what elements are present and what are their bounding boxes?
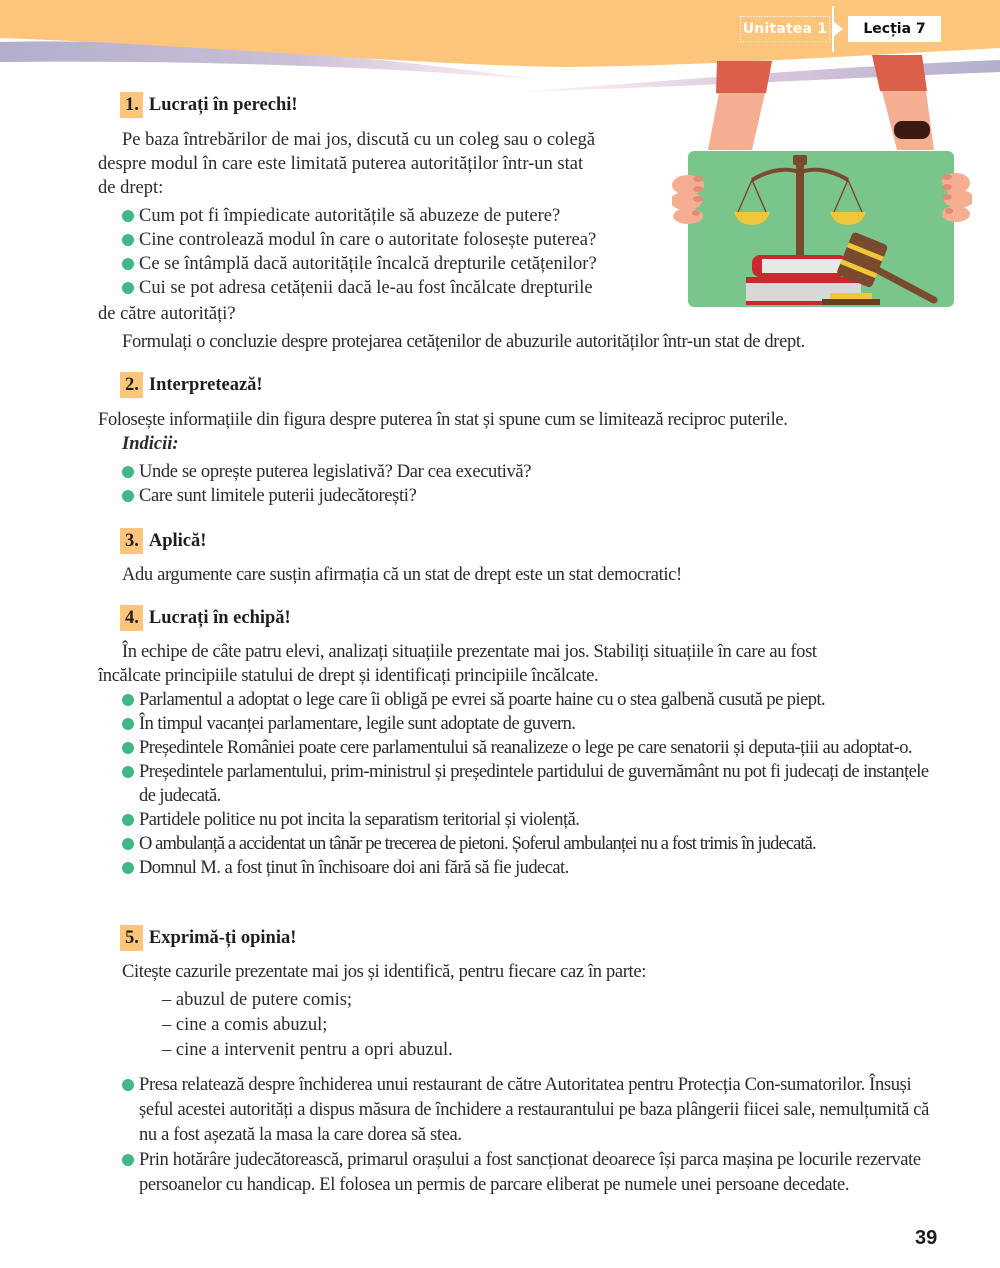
intro-line: încălcate principiile statului de drept și identificați principiile încălcate.: [98, 666, 599, 686]
exercise-1-bullets: [122, 204, 692, 300]
list-item: O ambulanță a accidentat un tânăr pe trecerea de pietoni. Șoferul ambulanței nu a fost trimis în judecată.: [122, 832, 944, 856]
bullet-dot-icon: [122, 862, 134, 874]
list-item: Unde se oprește puterea legislativă? Dar cea executivă?: [122, 460, 822, 484]
bullet-dot-icon: [122, 814, 134, 826]
hint-label: Indicii:: [122, 434, 179, 454]
list-item: Cum pot fi împiedicate autoritățile să abuzeze de putere?: [122, 204, 692, 228]
bullet-dot-icon: [122, 258, 134, 270]
exercise-1-conclusion: Formulați o concluzie despre protejarea cetățenilor de abuzurile autorităților într-un stat de drept.: [122, 332, 805, 352]
page-number: 39: [915, 1227, 938, 1249]
exercise-title: Exprimă-ți opinia!: [148, 928, 297, 948]
exercise-4-intro: [98, 640, 948, 688]
bullet-dot-icon: [122, 694, 134, 706]
exercise-number-badge: 4.: [120, 605, 143, 631]
exercise-1-heading: [120, 92, 298, 118]
bullet-dot-icon: [122, 210, 134, 222]
dash-item: – cine a comis abuzul;: [162, 1015, 328, 1035]
list-item: Parlamentul a adoptat o lege care îi obligă pe evrei să poarte haine cu o stea galbenă cusută pe piept.: [122, 688, 944, 712]
exercise-1-intro: [98, 128, 678, 200]
bullet-dot-icon: [122, 1079, 134, 1091]
breadcrumb-lesson[interactable]: Lecția 7: [848, 16, 941, 42]
right-sleeve: [872, 55, 927, 94]
intro-line: de drept:: [98, 178, 164, 198]
list-item: Domnul M. a fost ținut în închisoare doi ani fără să fie judecat.: [122, 856, 944, 880]
exercise-4-bullets: [122, 688, 944, 880]
intro-line: despre modul în care este limitată puterea autorităților într-un stat: [98, 154, 584, 174]
list-item: Ce se întâmplă dacă autoritățile încalcă drepturile cetățenilor?: [122, 252, 692, 276]
exercise-4-heading: [120, 605, 291, 631]
dash-item: – cine a intervenit pentru a opri abuzul.: [162, 1040, 453, 1060]
exercise-5-dash-list: [122, 988, 722, 1063]
list-item: Președintele României poate cere parlamentului să reanalizeze o lege pe care senatorii și deputa-țiii au adoptat-o.: [122, 736, 944, 760]
left-sleeve: [716, 61, 772, 96]
bracelet-icon: [894, 121, 930, 139]
list-item: Presa relatează despre închiderea unui restaurant de către Autoritatea pentru Protecția Con-sumatorilor. Însuși șeful acestei autorități a dispus măsura de închidere a restaurantului pe baza plângerii fiicei sale, nemulțumită că nu a fost așezată la masa la care dorea să stea.: [122, 1073, 932, 1148]
list-item: Prin hotărâre judecătorească, primarul orașului a fost sancționat deoarece își parca mașina pe locurile rezervate persoanelor cu handicap. El folosea un permis de parcare eliberat pe numele unei persoane decedate.: [122, 1148, 932, 1198]
breadcrumb-arrow-icon: [834, 22, 843, 36]
bullet-continuation: de către autorități?: [98, 304, 236, 324]
justice-sign-illustration: [672, 55, 972, 317]
intro-line: În echipe de câte patru elevi, analizați situațiile prezentate mai jos. Stabiliți situațiile în care au fost: [122, 642, 817, 662]
bullet-dot-icon: [122, 742, 134, 754]
exercise-5-intro: Citește cazurile prezentate mai jos și identifică, pentru fiecare caz în parte:: [122, 962, 646, 982]
list-item: Partidele politice nu pot incita la separatism teritorial și violență.: [122, 808, 944, 832]
exercise-2-heading: [120, 372, 263, 398]
exercise-number-badge: 1.: [120, 92, 143, 118]
exercise-title: Aplică!: [148, 531, 207, 551]
exercise-5-heading: [120, 925, 296, 951]
bullet-dot-icon: [122, 490, 134, 502]
exercise-3-heading: [120, 528, 206, 554]
intro-line: Pe baza întrebărilor de mai jos, discută cu un coleg sau o colegă: [122, 130, 596, 150]
exercise-title: Lucrați în echipă!: [148, 608, 291, 628]
list-item: În timpul vacanței parlamentare, legile sunt adoptate de guvern.: [122, 712, 944, 736]
exercise-5-bullets: [122, 1073, 932, 1198]
list-item: Cui se pot adresa cetățenii dacă le-au fost încălcate drepturile: [122, 276, 692, 300]
list-item: Care sunt limitele puterii judecătorești?: [122, 484, 822, 508]
list-item: Președintele parlamentului, prim-ministrul și președintele partidului de guvernământ nu pot fi judecați de instanțele de judecată.: [122, 760, 944, 808]
breadcrumb-unit[interactable]: Unitatea 1: [740, 16, 830, 42]
bullet-dot-icon: [122, 466, 134, 478]
exercise-2-bullets: [122, 460, 822, 508]
exercise-title: Lucrați în perechi!: [148, 95, 298, 115]
breadcrumb: [740, 15, 941, 43]
bullet-dot-icon: [122, 1154, 134, 1166]
exercise-3-intro: Adu argumente care susțin afirmația că un stat de drept este un stat democratic!: [122, 565, 682, 585]
exercise-number-badge: 5.: [120, 925, 143, 951]
bullet-dot-icon: [122, 282, 134, 294]
exercise-title: Interpretează!: [148, 375, 263, 395]
bullet-dot-icon: [122, 766, 134, 778]
exercise-2-intro: Folosește informațiile din figura despre puterea în stat și spune cum se limitează reciproc puterile.: [98, 410, 788, 430]
bullet-dot-icon: [122, 838, 134, 850]
exercise-number-badge: 2.: [120, 372, 143, 398]
bullet-dot-icon: [122, 718, 134, 730]
right-arm: [882, 91, 934, 150]
dash-item: – abuzul de putere comis;: [162, 990, 353, 1010]
left-arm: [708, 93, 765, 150]
list-item: Cine controlează modul în care o autoritate folosește puterea?: [122, 228, 692, 252]
exercise-number-badge: 3.: [120, 528, 143, 554]
bullet-dot-icon: [122, 234, 134, 246]
breadcrumb-divider: [832, 6, 834, 52]
